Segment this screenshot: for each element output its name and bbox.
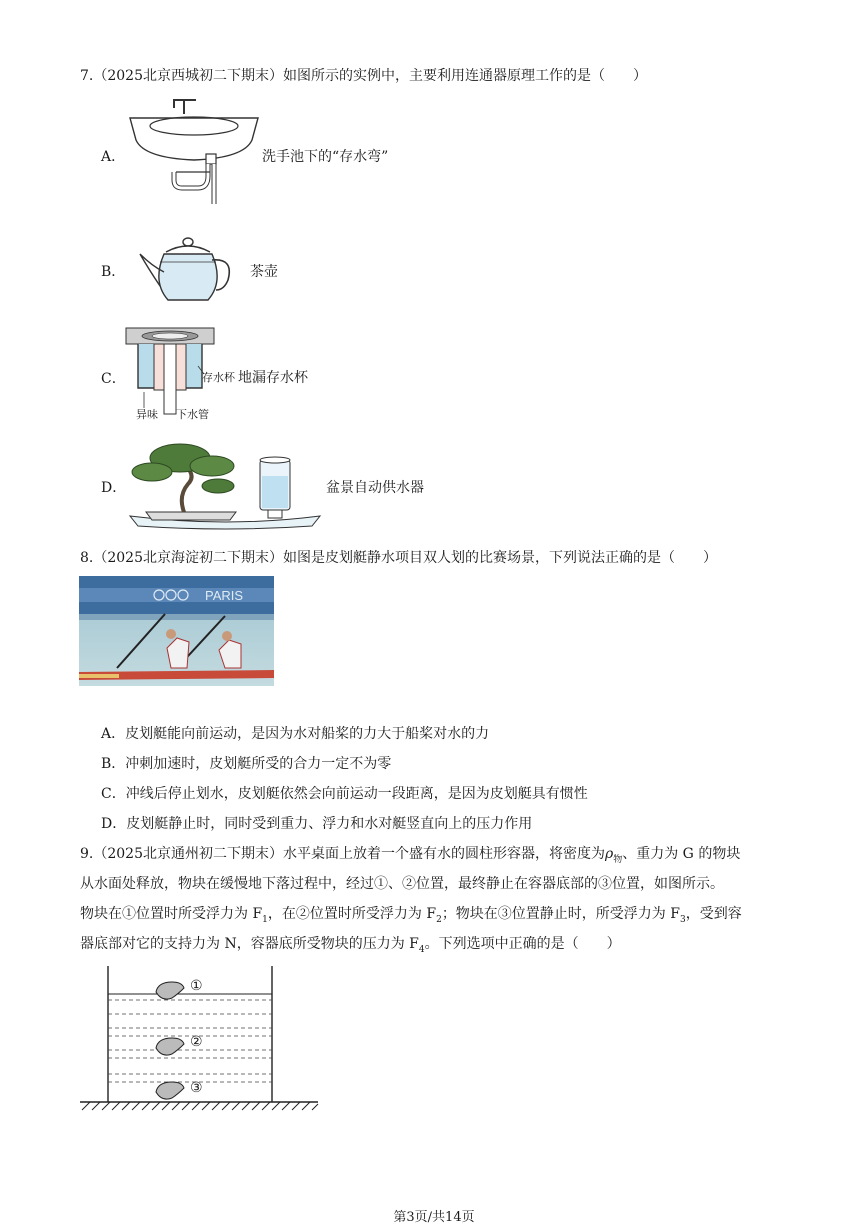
- position-2-label: ②: [190, 1034, 203, 1050]
- sink-trap-illustration: [124, 96, 264, 206]
- q9-line3-part4: ，受到容: [685, 906, 742, 922]
- q9-sub2: 2: [436, 914, 442, 925]
- position-1-label: ①: [190, 978, 203, 994]
- q7-option-b-caption: 茶壶: [250, 264, 278, 280]
- q9-line1: [80, 844, 740, 870]
- q8-option-b: B．冲刺加速时，皮划艇所受的合力一定不为零: [101, 756, 392, 772]
- q7-option-c-caption: 地漏存水杯: [238, 370, 308, 386]
- q8-option-d: D．皮划艇静止时，同时受到重力、浮力和水对艇竖直向上的压力作用: [101, 816, 533, 832]
- q8-stem: 8.（2025北京海淀初二下期末）如图是皮划艇静水项目双人划的比赛场景，下列说法正确的是（ ）: [80, 550, 717, 566]
- floor-drain-label-cup: 存水杯: [202, 371, 235, 384]
- floor-drain-label-odor: 异味: [136, 408, 158, 421]
- q7-option-d-label: D．: [101, 480, 127, 496]
- q9-line4: [80, 934, 621, 960]
- q9-rho: ρ: [604, 846, 614, 862]
- q8-option-c: C．冲线后停止划水，皮划艇依然会向前运动一段距离，是因为皮划艇具有惯性: [101, 786, 588, 802]
- q8-option-a: A．皮划艇能向前运动，是因为水对船桨的力大于船桨对水的力: [101, 726, 490, 742]
- q7-option-d-caption: 盆景自动供水器: [326, 480, 424, 496]
- bonsai-waterer-illustration: [126, 432, 326, 532]
- q7-option-c-label: C．: [101, 371, 126, 387]
- q9-sub3: 3: [679, 914, 686, 925]
- floor-drain-label-pipe: 下水管: [176, 408, 209, 421]
- container-diagram: [78, 962, 322, 1112]
- q9-sub1: 1: [262, 914, 268, 925]
- q9-line3-part2: ，在②位置时所受浮力为 F: [267, 906, 437, 922]
- photo-banner-text: PARIS: [205, 588, 244, 603]
- q7-option-a-label: A．: [101, 149, 126, 165]
- q9-line3-part1: 物块在①位置时所受浮力为 F: [80, 906, 263, 922]
- q9-line1-b: 、重力为 G 的物块: [622, 846, 741, 862]
- q9-line2: 从水面处释放，物块在缓慢地下落过程中，经过①、②位置，最终静止在容器底部的③位置，如图所示。: [80, 876, 724, 892]
- q7-option-b-label: B．: [101, 264, 126, 280]
- q9-line4-part2: 。下列选项中正确的是（ ）: [424, 936, 621, 952]
- q9-sub4: 4: [418, 944, 425, 955]
- canoe-race-photo: [79, 576, 274, 686]
- q9-line3-part3: ；物块在③位置静止时，所受浮力为 F: [441, 906, 680, 922]
- q9-line3: [80, 904, 742, 930]
- q7-stem: 7.（2025北京西城初二下期末）如图所示的实例中，主要利用连通器原理工作的是（ ）: [80, 68, 647, 84]
- position-3-label: ③: [190, 1080, 203, 1096]
- teapot-illustration: [138, 232, 238, 308]
- q7-option-a-caption: 洗手池下的“存水弯”: [262, 149, 389, 165]
- q9-line1-a: 9.（2025北京通州初二下期末）水平桌面上放着一个盛有水的圆柱形容器，将密度为: [80, 846, 605, 862]
- page-footer: 第3页/共14页: [393, 1210, 475, 1225]
- q9-rho-sub: 物: [613, 854, 623, 865]
- q9-line4-part1: 器底部对它的支持力为 N，容器底所受物块的压力为 F: [80, 936, 419, 952]
